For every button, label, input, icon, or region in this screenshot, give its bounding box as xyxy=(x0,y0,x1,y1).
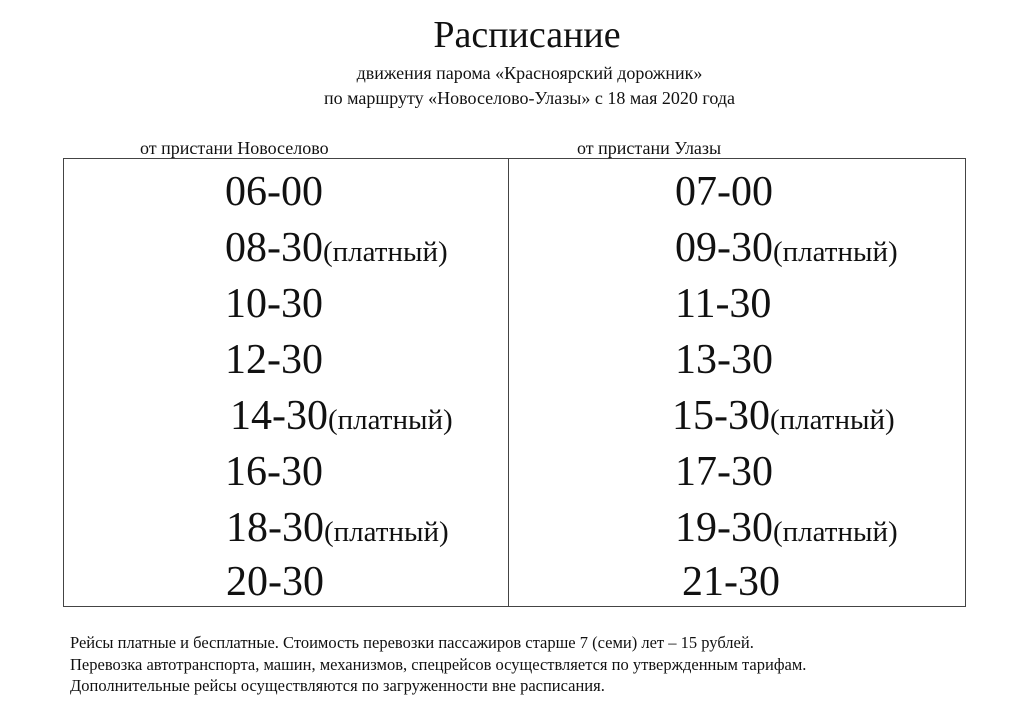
schedule-cell-left xyxy=(225,224,448,272)
subtitle-route: по маршруту «Новоселово-Улазы» с 18 мая 2020 года xyxy=(324,88,735,108)
paid-note: (платный) xyxy=(324,516,449,548)
departure-time: 07-00 xyxy=(675,169,773,215)
departure-time: 19-30 xyxy=(675,505,773,551)
schedule-cell-left xyxy=(225,336,323,384)
departure-time: 13-30 xyxy=(675,337,773,383)
schedule-cell-right xyxy=(675,504,898,552)
footer-fare-note: Рейсы платные и бесплатные. Стоимость перевозки пассажиров старше 7 (семи) лет – 15 рублей. xyxy=(70,633,754,652)
footer-notes xyxy=(70,632,806,697)
departure-time: 09-30 xyxy=(675,225,773,271)
departure-time: 08-30 xyxy=(225,225,323,271)
footer-extra-trips-note: Дополнительные рейсы осуществляются по загруженности вне расписания. xyxy=(70,676,605,695)
paid-note: (платный) xyxy=(323,236,448,268)
departure-time: 06-00 xyxy=(225,169,323,215)
schedule-cell-left xyxy=(226,558,324,606)
paid-note: (платный) xyxy=(328,404,453,436)
departure-time: 12-30 xyxy=(225,337,323,383)
departure-time: 10-30 xyxy=(225,281,323,327)
column-header-novoselovo: от пристани Новоселово xyxy=(140,138,329,158)
schedule-cell-right xyxy=(675,224,898,272)
paid-note: (платный) xyxy=(770,404,895,436)
schedule-cell-left xyxy=(225,448,323,496)
subtitle-ferry: движения парома «Красноярский дорожник» xyxy=(356,63,703,83)
column-divider xyxy=(508,159,509,606)
schedule-cell-left xyxy=(225,168,323,216)
departure-time: 17-30 xyxy=(675,449,773,495)
paid-note: (платный) xyxy=(773,236,898,268)
schedule-cell-right xyxy=(675,280,771,328)
departure-time: 20-30 xyxy=(226,559,324,605)
departure-time: 14-30 xyxy=(230,393,328,439)
footer-vehicle-note: Перевозка автотранспорта, машин, механизмов, спецрейсов осуществляется по утвержденным тарифам. xyxy=(70,654,807,674)
schedule-cell-right xyxy=(682,558,780,606)
schedule-cell-left xyxy=(230,392,453,440)
schedule-cell-left xyxy=(226,504,449,552)
paid-note: (платный) xyxy=(773,516,898,548)
schedule-cell-left xyxy=(225,280,323,328)
departure-time: 11-30 xyxy=(675,281,772,327)
column-header-ulazy: от пристани Улазы xyxy=(577,138,722,158)
departure-time: 21-30 xyxy=(682,559,780,605)
schedule-table xyxy=(63,158,966,607)
departure-time: 15-30 xyxy=(672,393,770,439)
departure-time: 18-30 xyxy=(226,505,324,551)
schedule-cell-right xyxy=(675,168,773,216)
schedule-cell-right xyxy=(675,448,773,496)
schedule-cell-right xyxy=(675,336,773,384)
page-title: Расписание xyxy=(433,14,621,56)
schedule-cell-right xyxy=(672,392,895,440)
departure-time: 16-30 xyxy=(225,449,323,495)
